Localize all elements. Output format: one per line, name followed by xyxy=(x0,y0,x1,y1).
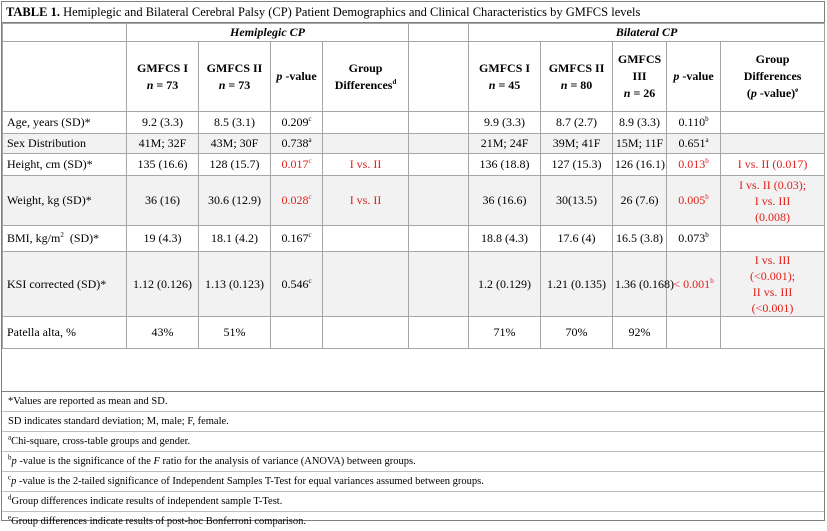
cell-hemi-gmfcs-2: 1.13 (0.123) xyxy=(199,252,271,317)
footnote: $^a$Chi-square, cross-table groups and gender. xyxy=(2,432,824,452)
cell-bi-gmfcs-3: 15M; 11F xyxy=(613,134,667,154)
cell-bi-gmfcs-2: 30(13.5) xyxy=(541,176,613,226)
cell-hemi-gmfcs-2: 18.1 (4.2) xyxy=(199,226,271,252)
footnote: $^b$p -value is the significance of the F ratio for the analysis of variance (ANOVA) between groups. xyxy=(2,452,824,472)
cell-bi-gmfcs-2: 8.7 (2.7) xyxy=(541,112,613,134)
header-bi-gmfcs-1: GMFCS I n = 45 xyxy=(469,42,541,112)
cell-bi-differences xyxy=(721,134,825,154)
cell-hemi-differences xyxy=(323,317,409,349)
column-header-row xyxy=(3,42,825,112)
row-label: Sex Distribution xyxy=(3,134,127,154)
table-caption: Hemiplegic and Bilateral Cerebral Palsy (CP) Patient Demographics and Clinical Characteristics by GMFCS levels xyxy=(63,5,641,19)
group-hemiplegic: Hemiplegic CP xyxy=(127,24,409,42)
cell-bi-pvalue xyxy=(667,317,721,349)
group-header-row xyxy=(3,24,825,42)
table-title xyxy=(2,2,824,23)
cell-hemi-gmfcs-2: 51% xyxy=(199,317,271,349)
cell-hemi-differences xyxy=(323,226,409,252)
table-row xyxy=(3,154,825,176)
cell-hemi-gmfcs-2: 43M; 30F xyxy=(199,134,271,154)
cell-spacer xyxy=(409,317,469,349)
table-row xyxy=(3,252,825,317)
table-row xyxy=(3,226,825,252)
demographics-table xyxy=(2,23,825,349)
cell-spacer xyxy=(409,252,469,317)
row-label: Age, years (SD)* xyxy=(3,112,127,134)
cell-bi-gmfcs-3: 26 (7.6) xyxy=(613,176,667,226)
cell-hemi-pvalue: 0.546$^c$ xyxy=(271,252,323,317)
cell-bi-gmfcs-2: 70% xyxy=(541,317,613,349)
cell-bi-gmfcs-1: 36 (16.6) xyxy=(469,176,541,226)
cell-hemi-gmfcs-2: 30.6 (12.9) xyxy=(199,176,271,226)
footnote: $^d$Group differences indicate results of independent sample T-Test. xyxy=(2,492,824,512)
cell-bi-pvalue: 0.110$^b$ xyxy=(667,112,721,134)
row-label: Weight, kg (SD)* xyxy=(3,176,127,226)
table-row xyxy=(3,134,825,154)
header-bi-gmfcs-2: GMFCS II n = 80 xyxy=(541,42,613,112)
cell-bi-gmfcs-2: 127 (15.3) xyxy=(541,154,613,176)
header-bi-pvalue: p -value xyxy=(667,42,721,112)
cell-bi-pvalue: 0.013$^b$ xyxy=(667,154,721,176)
cell-bi-pvalue: 0.651$^a$ xyxy=(667,134,721,154)
cell-bi-gmfcs-3: 16.5 (3.8) xyxy=(613,226,667,252)
cell-bi-gmfcs-1: 18.8 (4.3) xyxy=(469,226,541,252)
cell-hemi-gmfcs-1: 19 (4.3) xyxy=(127,226,199,252)
cell-bi-gmfcs-2: 1.21 (0.135) xyxy=(541,252,613,317)
cell-hemi-differences: I vs. II xyxy=(323,176,409,226)
cell-hemi-pvalue: 0.738$^a$ xyxy=(271,134,323,154)
cell-bi-gmfcs-1: 1.2 (0.129) xyxy=(469,252,541,317)
cell-hemi-gmfcs-1: 135 (16.6) xyxy=(127,154,199,176)
cell-hemi-pvalue: 0.028$^c$ xyxy=(271,176,323,226)
cell-bi-gmfcs-3: 1.36 (0.168) xyxy=(613,252,667,317)
cell-bi-gmfcs-3: 8.9 (3.3) xyxy=(613,112,667,134)
footnote: $^e$Group differences indicate results of post-hoc Bonferroni comparison. xyxy=(8,513,306,527)
table-row xyxy=(3,176,825,226)
cell-bi-pvalue: < 0.001$^b$ xyxy=(667,252,721,317)
cell-bi-gmfcs-1: 9.9 (3.3) xyxy=(469,112,541,134)
table-row xyxy=(3,317,825,349)
cell-bi-differences xyxy=(721,317,825,349)
cell-hemi-pvalue: 0.017$^c$ xyxy=(271,154,323,176)
cell-hemi-gmfcs-1: 41M; 32F xyxy=(127,134,199,154)
header-hemi-gmfcs-1: GMFCS I n = 73 xyxy=(127,42,199,112)
cell-hemi-gmfcs-1: 43% xyxy=(127,317,199,349)
cell-hemi-pvalue: 0.209$^c$ xyxy=(271,112,323,134)
table-number: TABLE 1. xyxy=(6,5,60,19)
cell-hemi-differences xyxy=(323,252,409,317)
cell-hemi-gmfcs-2: 128 (15.7) xyxy=(199,154,271,176)
cell-bi-differences: I vs. II (0.03); I vs. III (0.008) xyxy=(721,176,825,226)
header-hemi-gmfcs-2: GMFCS II n = 73 xyxy=(199,42,271,112)
cell-bi-differences xyxy=(721,112,825,134)
footnote: SD indicates standard deviation; M, male; F, female. xyxy=(2,412,824,432)
cell-hemi-gmfcs-1: 1.12 (0.126) xyxy=(127,252,199,317)
cell-spacer xyxy=(409,154,469,176)
cell-spacer xyxy=(409,226,469,252)
cell-bi-gmfcs-2: 39M; 41F xyxy=(541,134,613,154)
row-label: Height, cm (SD)* xyxy=(3,154,127,176)
cell-hemi-differences: I vs. II xyxy=(323,154,409,176)
header-hemi-pvalue: p -value xyxy=(271,42,323,112)
header-bi-differences: Group Differences (p -value)$^e$ xyxy=(721,42,825,112)
cell-spacer xyxy=(409,176,469,226)
cell-hemi-gmfcs-1: 9.2 (3.3) xyxy=(127,112,199,134)
cell-hemi-pvalue xyxy=(271,317,323,349)
cell-bi-gmfcs-2: 17.6 (4) xyxy=(541,226,613,252)
table-frame xyxy=(1,1,825,527)
cell-bi-gmfcs-1: 136 (18.8) xyxy=(469,154,541,176)
header-hemi-differences: Group Differences$^d$ xyxy=(323,42,409,112)
cell-hemi-gmfcs-2: 8.5 (3.1) xyxy=(199,112,271,134)
cell-bi-differences xyxy=(721,226,825,252)
row-label: KSI corrected (SD)* xyxy=(3,252,127,317)
footnote: $^c$p -value is the 2-tailed significance of Independent Samples T-Test for equal variances assumed between groups. xyxy=(2,472,824,492)
cell-hemi-pvalue: 0.167$^c$ xyxy=(271,226,323,252)
cell-bi-gmfcs-1: 21M; 24F xyxy=(469,134,541,154)
cell-hemi-differences xyxy=(323,112,409,134)
cell-bi-gmfcs-1: 71% xyxy=(469,317,541,349)
table-body xyxy=(3,112,825,349)
cell-bi-gmfcs-3: 92% xyxy=(613,317,667,349)
cell-spacer xyxy=(409,134,469,154)
table-row xyxy=(3,112,825,134)
row-label: BMI, $kg/m^2$ (SD)* xyxy=(3,226,127,252)
footnote: *Values are reported as mean and SD. xyxy=(2,392,824,412)
cell-bi-differences: I vs. II (0.017) xyxy=(721,154,825,176)
cell-bi-pvalue: 0.073$^b$ xyxy=(667,226,721,252)
cell-bi-gmfcs-3: 126 (16.1) xyxy=(613,154,667,176)
group-bilateral: Bilateral CP xyxy=(469,24,825,42)
cell-hemi-gmfcs-1: 36 (16) xyxy=(127,176,199,226)
row-label: Patella alta, % xyxy=(3,317,127,349)
cell-spacer xyxy=(409,112,469,134)
cell-bi-differences: I vs. III (<0.001); II vs. III (<0.001) xyxy=(721,252,825,317)
table-footnotes xyxy=(2,391,824,531)
header-bi-gmfcs-3: GMFCS III n = 26 xyxy=(613,42,667,112)
cell-bi-pvalue: 0.005$^b$ xyxy=(667,176,721,226)
cell-hemi-differences xyxy=(323,134,409,154)
